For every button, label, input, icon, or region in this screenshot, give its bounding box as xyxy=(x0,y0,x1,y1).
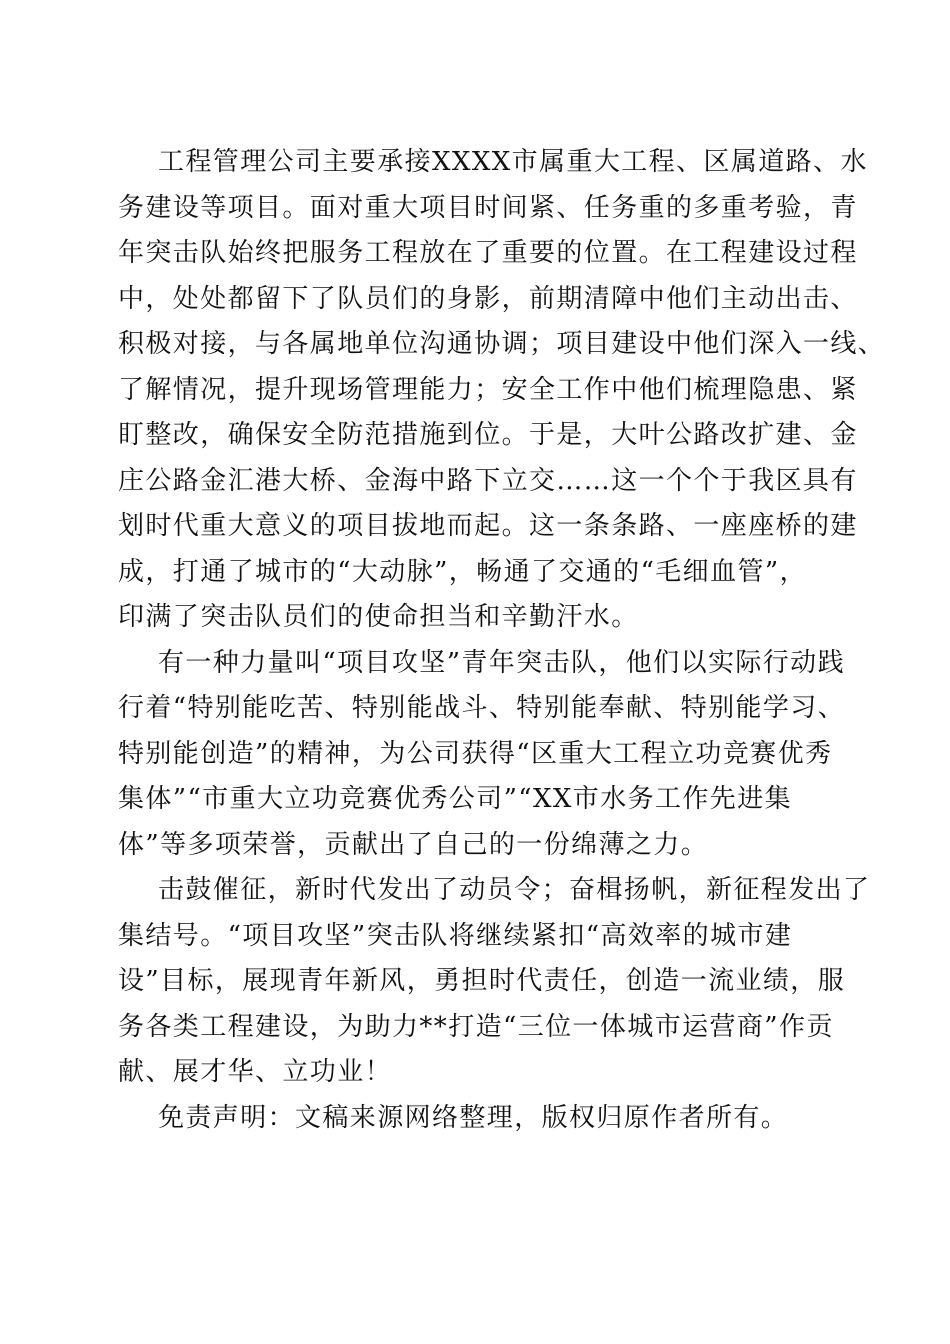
text-line: 有一种力量叫“项目攻坚”青年突击队，他们以实际行动践 xyxy=(158,647,845,678)
document-body xyxy=(118,140,886,1141)
text-line: 击鼓催征，新时代发出了动员令；奋楫扬帆，新征程发出了 xyxy=(158,875,871,905)
text-line: 划时代重大意义的项目拔地而起。这一条条路、一座座桥的建 xyxy=(118,511,858,541)
disclaimer-text: 免责声明：文稿来源网络整理，版权归原作者所有。 xyxy=(158,1102,789,1133)
text-line: 献、展才华、立功业！ xyxy=(118,1057,393,1087)
text-line: 成，打通了城市的“大动脉”，畅通了交通的“毛细血管”， xyxy=(118,556,807,587)
paragraph-3 xyxy=(118,868,871,1096)
text-line: 集结号。“项目攻坚”突击队将继续紧扣“高效率的城市建 xyxy=(118,920,793,951)
text-line: 庄公路金汇港大桥、金海中路下立交……这一个个于我区具有 xyxy=(118,465,858,496)
text-line: 中，处处都留下了队员们的身影，前期清障中他们主动出击、 xyxy=(118,283,858,314)
text-line: 行着“特别能吃苦、特别能战斗、特别能奉献、特别能学习、 xyxy=(118,693,846,723)
text-line: 设”目标，展现青年新风，勇担时代责任，创造一流业绩，服 xyxy=(118,966,846,996)
paragraph-1 xyxy=(118,140,886,641)
text-line: 集体”“市重大立功竞赛优秀公司”“XX市水务工作先进集 xyxy=(118,784,792,814)
text-line: 积极对接，与各属地单位沟通协调；项目建设中他们深入一线、 xyxy=(118,329,886,359)
text-line: 务建设等项目。面对重大项目时间紧、任务重的多重考验，青 xyxy=(118,192,858,223)
text-line: 盯整改，确保安全防范措施到位。于是，大叶公路改扩建、金 xyxy=(118,420,858,450)
text-line: 印满了突击队员们的使命担当和辛勤汗水。 xyxy=(118,602,639,632)
paragraph-2 xyxy=(118,641,846,869)
text-line: 特别能创造”的精神，为公司获得“区重大工程立功竞赛优秀 xyxy=(118,738,833,769)
text-line: 年突击队始终把服务工程放在了重要的位置。在工程建设过程 xyxy=(118,238,858,268)
disclaimer-paragraph xyxy=(118,1096,838,1142)
text-line: 了解情况，提升现场管理能力；安全工作中他们梳理隐患、紧 xyxy=(118,374,858,405)
text-line: 务各类工程建设，为助力**打造“三位一体城市运营商”作贡 xyxy=(118,1011,834,1042)
text-line: 体”等多项荣誉，贡献出了自己的一份绵薄之力。 xyxy=(118,829,709,860)
text-line: 工程管理公司主要承接XXXX市属重大工程、区属道路、水 xyxy=(158,147,868,177)
